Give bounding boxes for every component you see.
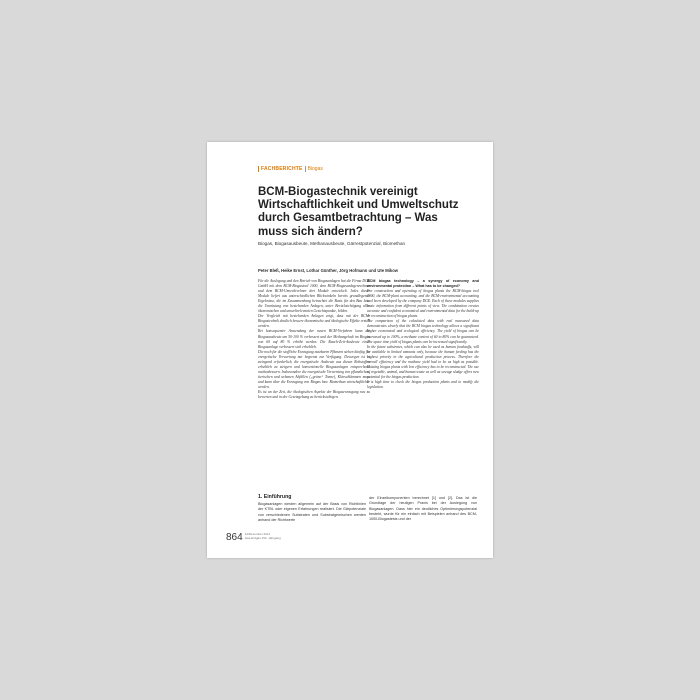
abstract-de-paragraph: Die noch für die stoffliche Erzeugung nutzbaren Pflanzen stehen künftig für energetische Verwertung nur begrenzt zur Verfügung. Deswegen ist es zwingend erforderlich, die energetische Ausbeute aus diesen Rohstoffen erheblich zu steigern und konventionelle Biogasanlagen entsprechend nachzubessern. Insbesondere die energetische Verwertung von pflanzlichen, tierischen und urbanen Abfällen („grüne“ Tonne), Klärschlämmen muss und kann über die Erzeugung von Biogas bzw. Biomethan wirtschaftlicher werden. (258, 349, 370, 389)
abstract-de-paragraph: Es ist an der Zeit, die ökologischen Aspekte der Biogaserzeugung neu zu bewerten und in der Gesetzgebung zu berücksichtigen. (258, 390, 370, 400)
body-column-1: Biogasanlagen werden allgemein auf der Basis von Richtlinien der KTBL oder eigenen Erfahrungen realisiert. Die Gärpotenziale von verschiedenen Substraten und Substratgemischen werden anhand der Richtwerte (258, 502, 366, 522)
abstract-de-paragraph: Für die Auslegung und den Betrieb von Biogasanlagen hat die Firma DGE GmbH mit dem BCM-Biogastool 1000, dem BCM-Biogasanlagenrechner und dem BCM-Umweltrechner drei Module entwickelt. Jedes dieser Module liefert aus unterschiedlichen Blickwinkeln bereits grundlegende Ergebnisse, die im Zusammenhang betrachtet die Basis für den Bau bzw. die Umrüstung von bestehenden Anlagen, unter Berücksichtigung aller ökonomischen und umweltrelevanten Gesichtspunkte, bilden. (258, 279, 370, 314)
rubric-subsection: Biogas (307, 166, 323, 172)
rubric-bar (258, 166, 259, 172)
issue-journal: Gas-Erdgas 152. Jahrgang (244, 535, 281, 540)
page-number: 864 (226, 532, 243, 543)
abstract-de-paragraph: Der Vergleich mit bestehenden Anlagen zeigt, dass mit der BCM-Biogastechnik deutlich bessere ökonomische und ökologische Effekte erzielt werden. (258, 314, 370, 329)
rubric-separator (305, 166, 306, 172)
issue-info (245, 533, 281, 541)
abstract-en-paragraph: It is high time to check the biogas production plants and to modify the legislation. (367, 379, 479, 389)
abstract-en-paragraph: For construction and operating of biogas plants the BCM-biogas tool 1000, the BCM-plant accounting, and the BCM-environmental accounting tool been developed by the company DGE. Each of these modules supplies basic information from different points of view. The combination creates accurate and confident economical and environmental data for the build-up or reconstruction of biogas plants. (367, 289, 480, 319)
article-keywords: Biogas, Biogasausbeute, Methanausbeute, Gärrestpotenzial, Biomethan (258, 241, 406, 246)
abstract-german (258, 279, 370, 400)
article-authors: Peter Bleß, Heike Ernst, Lothar Günther, Jörg Hofmann und Ute Mikow (258, 268, 399, 273)
body-column-2: der Einzelkomponenten berechnet [1] und [2]. Das ist die Grundlage der heutigen Praxis bei der Auslegung von Biogasanlagen. Dass hier ein deutliches Optimierungspotenzial besteht, wurde für ein einfach mit Beispielen anhand des BCM-1000-Biogastests und der (369, 496, 477, 522)
rubric-section: FACHBERICHTE (261, 166, 303, 172)
abstract-en-paragraph: The comparison of the calculated data with real measured data demonstrates clearly that the BCM biogas technology allows a significant higher economical and ecological efficiency. The yield of biogas can be increased up to 100%, a methane content of 60 to 80% can be guaranteed. The space time yield of biogas plants can be increased significantly. (367, 319, 479, 344)
section-heading-introduction: 1. Einführung (258, 494, 292, 500)
issue-date: 12/Dezember 2011 (244, 532, 270, 536)
section-rubric (258, 166, 323, 172)
abstract-en-paragraph: In the future substrates, which can also be used as human foodstuffs, will be available in limited amounts only, because the human feeding has the highest priority in the agricultural production process. Therefore the overall efficiency and the methane yield had to be as high as possible. Existing biogas plants with low efficiency has to be reconstructed. The use of vegetable, animal, and human waste as well as sewage sludge offers new potential for the biogas production. (367, 344, 479, 379)
abstract-de-paragraph: Bei konsequenter Anwendung der neuen BCM-Verfahren kann die Biogasausbeute um 50-100 % verbessert und der Methangehalt im Biogas von 60 auf 80 % erhöht werden. Die Rauch-Zeit-Ausbeute einer Biogasanlage verbessert sich erheblich. (258, 329, 370, 349)
article-title: BCM-Biogastechnik vereinigt Wirtschaftlichkeit und Umweltschutz durch Gesamtbetrachtung – Was muss sich ändern? (258, 186, 459, 238)
page-folio (226, 532, 281, 543)
abstract-en-title: BCM biogas technology – a synergy of economy and environmental protection – What has to be changed? (367, 279, 479, 289)
abstract-english (367, 279, 479, 390)
